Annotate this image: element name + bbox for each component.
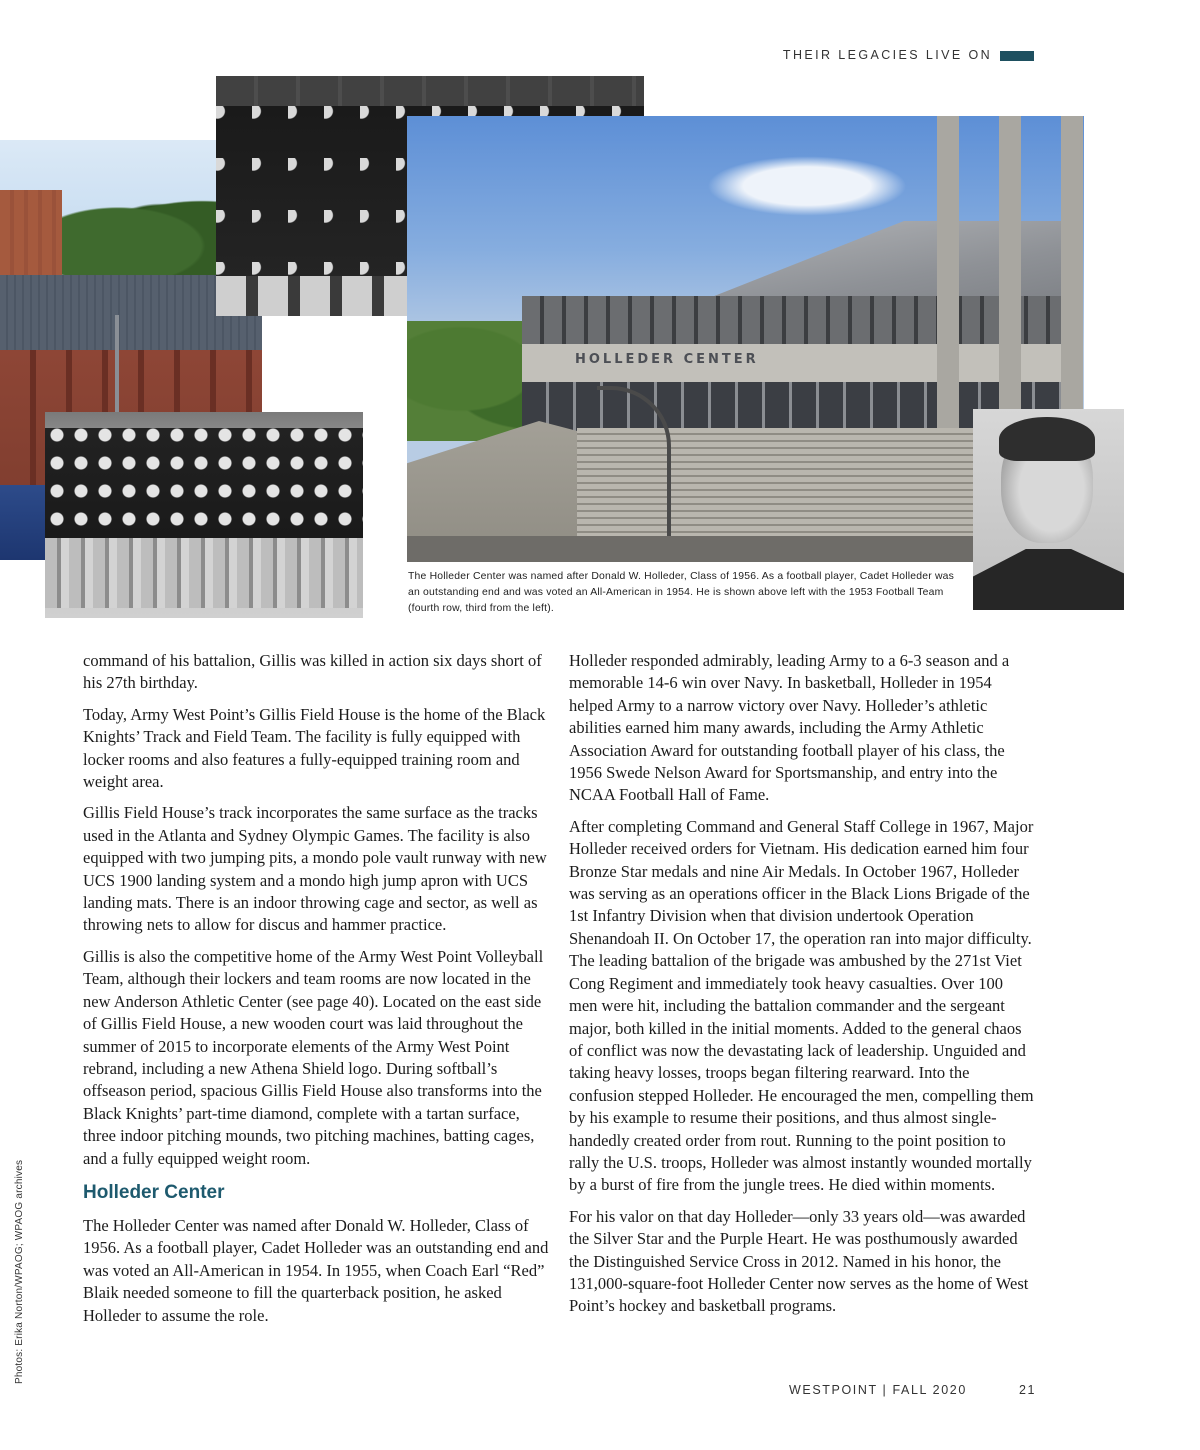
photo-credit: Photos: Erika Norton/WPAOG; WPAOG archives: [14, 1159, 25, 1384]
body-paragraph: After completing Command and General Staff College in 1967, Major Holleder received orders for Vietnam. His dedication earned him four Bronze Star medals and nine Air Medals. In October 1967, Holleder was serving as an operations officer in the Black Lions Brigade of the 1st Infantry Division when that division undertook Operation Shenandoah II. On October 17, the operation ran into major difficulty. The leading battalion of the brigade was ambushed by the 271st Viet Cong Regiment and immediately took heavy casualties. Over 100 men were hit, including the battalion commander and the sergeant major, both killed in the initial moments. Added to the general chaos of conflict was now the devastating lack of leadership. Unguided and taking heavy losses, troops began filtering rearward. Into the confusion stepped Holleder. He encouraged the men, compelling them by his example to resume their positions, and thus almost single-handedly created order from rout. Running to the point position to rally the U.S. troops, Holleder was almost instantly wounded mortally by a burst of fire from the jungle trees. He died within moments.: [569, 816, 1034, 1195]
photo-cloud: [707, 156, 907, 216]
body-paragraph: For his valor on that day Holleder—only 33 years old—was awarded the Silver Star and the Purple Heart. He was posthumously awarded the Distinguished Service Cross in 2012. Named in his honor, the 131,000-square-foot Holleder Center now serves as the home of West Point’s hockey and basketball programs.: [569, 1206, 1029, 1316]
body-paragraph: The Holleder Center was named after Donald W. Holleder, Class of 1956. As a football player, Cadet Holleder was an outstanding end and was voted an All-American in 1954. In 1955, when Coach Earl “Red” Blaik needed someone to fill the quarterback position, he asked Holleder to assume the role.: [83, 1215, 549, 1325]
magazine-folio: WESTPOINT | FALL 2020: [789, 1383, 967, 1397]
photo-team-rows: [45, 428, 363, 538]
holleder-portrait-photo: [973, 409, 1124, 610]
photo-team-uniform-pants: [45, 538, 363, 608]
photo-caption: The Holleder Center was named after Donald W. Holleder, Class of 1956. As a football player, Cadet Holleder was an outstanding end and was voted an All-American in 1954. He is shown above left with the 1953 Football Team (fourth row, third from the left).: [408, 571, 955, 614]
running-head: THEIR LEGACIES LIVE ON: [782, 48, 992, 62]
building-sign: HOLLEDER CENTER: [575, 352, 759, 367]
left-text-column: [83, 650, 549, 1336]
body-paragraph: command of his battalion, Gillis was killed in action six days short of his 27th birthday.: [83, 651, 542, 693]
football-team-group-photo: [45, 412, 363, 618]
photo-columns: [897, 116, 1084, 446]
right-text-column: [569, 650, 1035, 1327]
running-head-accent-bar: [1000, 51, 1034, 61]
page-number: 21: [1019, 1383, 1037, 1397]
body-paragraph: Gillis Field House’s track incorporates the same surface as the tracks used in the Atlanta and Sydney Olympic Games. The facility is also equipped with two jumping pits, a mondo pole vault runway with new UCS 1900 landing system and a mondo high jump apron with UCS landing mats. There is an indoor throwing cage and sector, as well as throwing nets to allow for discus and hammer practice.: [83, 803, 547, 935]
portrait-hair: [999, 417, 1095, 461]
body-paragraph: Today, Army West Point’s Gillis Field House is the home of the Black Knights’ Track and Field Team. The facility is fully equipped with locker rooms and also features a fully-equipped training room and weight area.: [83, 704, 546, 792]
portrait-uniform: [973, 549, 1124, 610]
body-paragraph: Gillis is also the competitive home of the Army West Point Volleyball Team, although their lockers and team rooms are now located in the new Anderson Athletic Center (see page 40). Located on the east side of Gillis Field House, a new wooden court was laid throughout the summer of 2015 to incorporate elements of the Army West Point rebrand, including a new Athena Shield logo. During softball’s offseason period, spacious Gillis Field House also transforms into the Black Knights’ part-time diamond, complete with a tartan surface, three indoor pitching mounds, two pitching machines, batting cages, and a fully equipped weight room.: [83, 946, 544, 1168]
section-heading: Holleder Center: [83, 1181, 225, 1203]
body-paragraph: Holleder responded admirably, leading Army to a 6-3 season and a memorable 14-6 win over Navy. In basketball, Holleder in 1954 helped Army to a narrow victory over Navy. Holleder’s athletic abilities earned him many awards, including the Army Athletic Association Award for outstanding football player of his class, the 1956 Swede Nelson Award for Sportsmanship, and entry into the NCAA Football Hall of Fame.: [569, 651, 1010, 805]
